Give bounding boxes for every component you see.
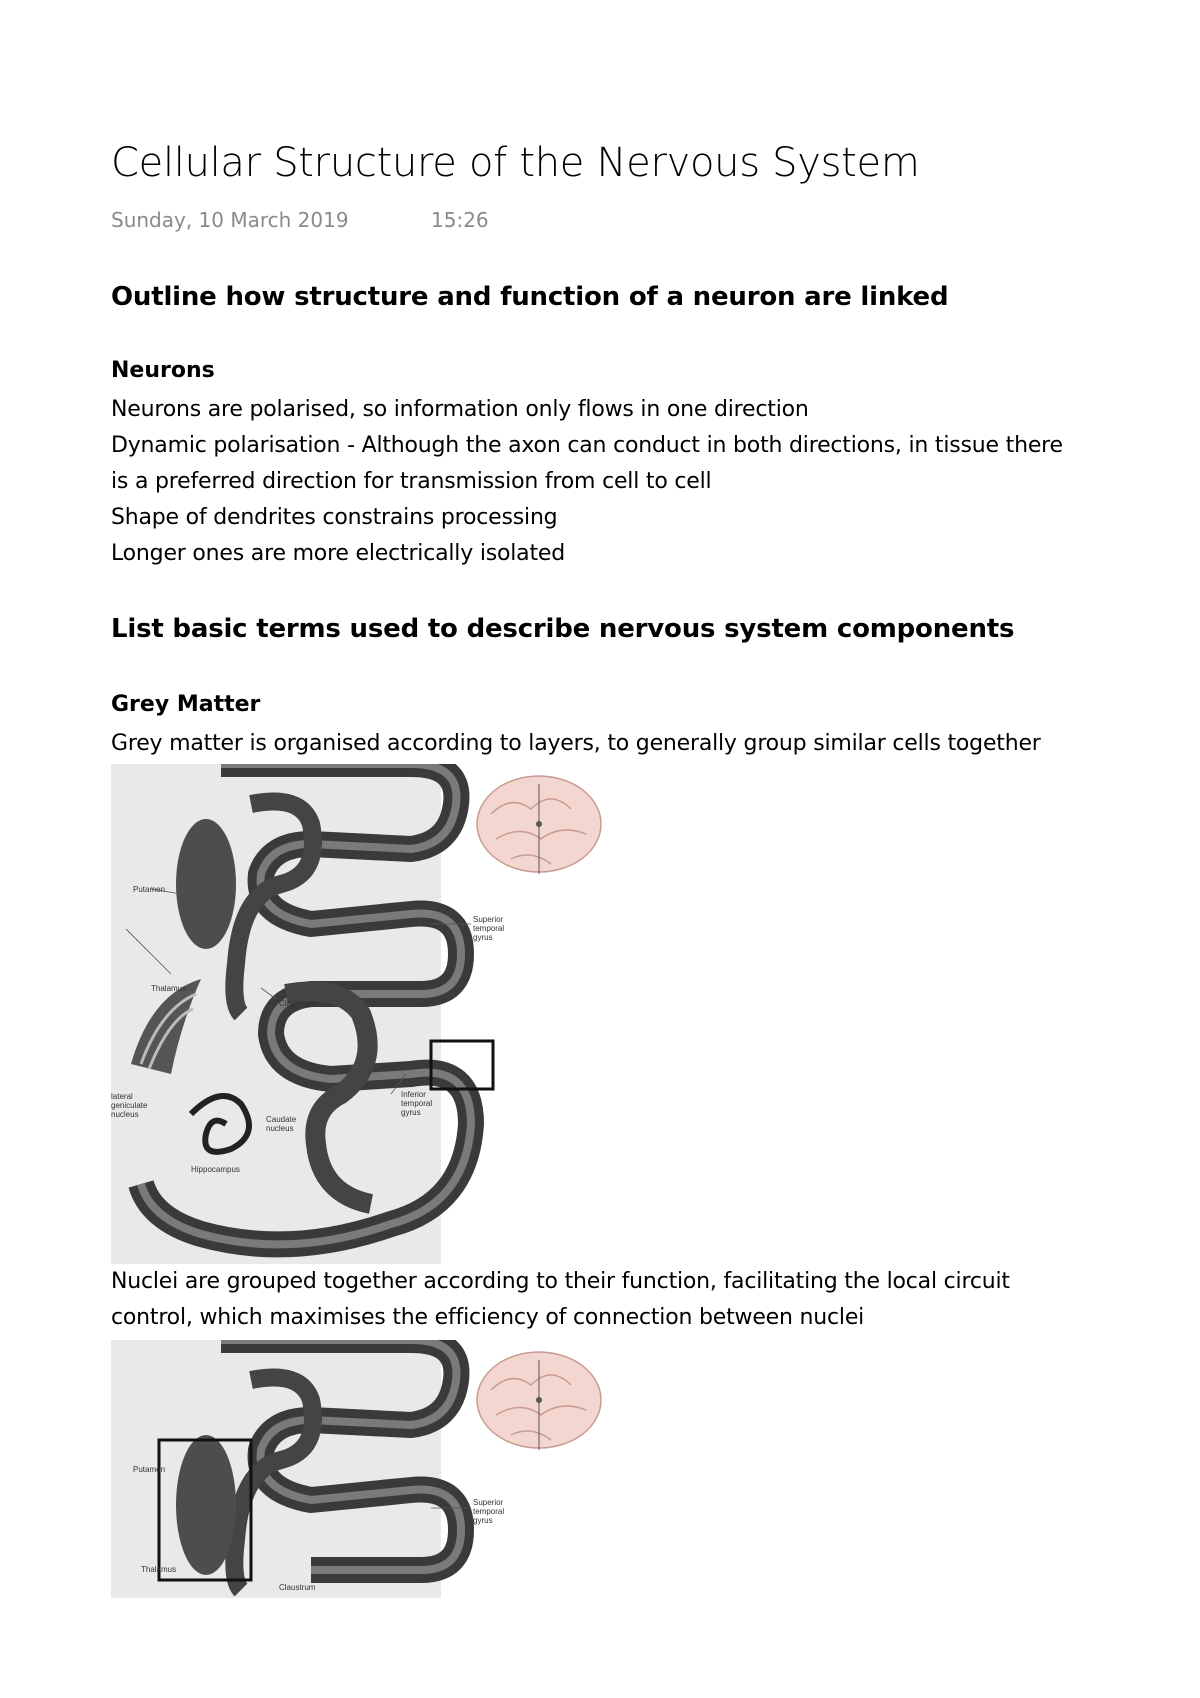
label-superior: Superior	[473, 915, 504, 924]
page-datetime	[111, 208, 489, 232]
brain-section-drawing-2	[111, 1340, 611, 1598]
section2-line: control, which maximises the efficiency of connection between nuclei	[111, 1305, 865, 1330]
brain-section-drawing-1	[111, 764, 611, 1264]
label-putamen: Putamen	[133, 1465, 166, 1474]
label-nucleus-2: nucleus	[266, 1124, 294, 1133]
section1-line: Longer ones are more electrically isolated	[111, 541, 565, 566]
label-temporal-2: temporal	[401, 1099, 433, 1108]
section1-line: is a preferred direction for transmission from cell to cell	[111, 469, 712, 494]
label-caudate: Caudate	[266, 1115, 297, 1124]
section1-subheading: Neurons	[111, 358, 215, 383]
label-claustrum: Claustrum	[279, 999, 316, 1008]
section1-heading: Outline how structure and function of a neuron are linked	[111, 282, 949, 312]
label-hippocampus: Hippocampus	[191, 1165, 240, 1174]
section1-line: Dynamic polarisation - Although the axon can conduct in both directions, in tissue there	[111, 433, 1063, 458]
label-gyrus-2: gyrus	[401, 1108, 421, 1117]
brain-section-image-2	[111, 1340, 611, 1598]
label-claustrum: Claustrum	[279, 1583, 316, 1592]
section2-line: Nuclei are grouped together according to their function, facilitating the local circuit	[111, 1269, 1010, 1294]
label-temporal: temporal	[473, 1507, 505, 1516]
section2-line: Grey matter is organised according to layers, to generally group similar cells together	[111, 731, 1041, 756]
label-gyrus: gyrus	[473, 1516, 493, 1525]
label-geniculate: geniculate	[111, 1101, 148, 1110]
page-title: Cellular Structure of the Nervous System	[111, 140, 920, 186]
section1-line: Shape of dendrites constrains processing	[111, 505, 558, 530]
label-inferior: Inferior	[401, 1090, 426, 1099]
label-gyrus-1: gyrus	[473, 933, 493, 942]
label-nucleus-1: nucleus	[111, 1110, 139, 1119]
label-putamen: Putamen	[133, 885, 166, 894]
label-temporal-1: temporal	[473, 924, 505, 933]
label-thalamus: Thalamus	[141, 1565, 177, 1574]
section2-subheading: Grey Matter	[111, 692, 261, 717]
section1-line: Neurons are polarised, so information only flows in one direction	[111, 397, 809, 422]
section2-heading: List basic terms used to describe nervous system components	[111, 614, 1015, 644]
brain-section-image-1	[111, 764, 611, 1264]
label-thalamus: Thalamus	[151, 984, 187, 993]
label-lateral: lateral	[111, 1092, 133, 1101]
page-time: 15:26	[431, 208, 489, 232]
page-date: Sunday, 10 March 2019	[111, 208, 349, 232]
label-superior: Superior	[473, 1498, 504, 1507]
